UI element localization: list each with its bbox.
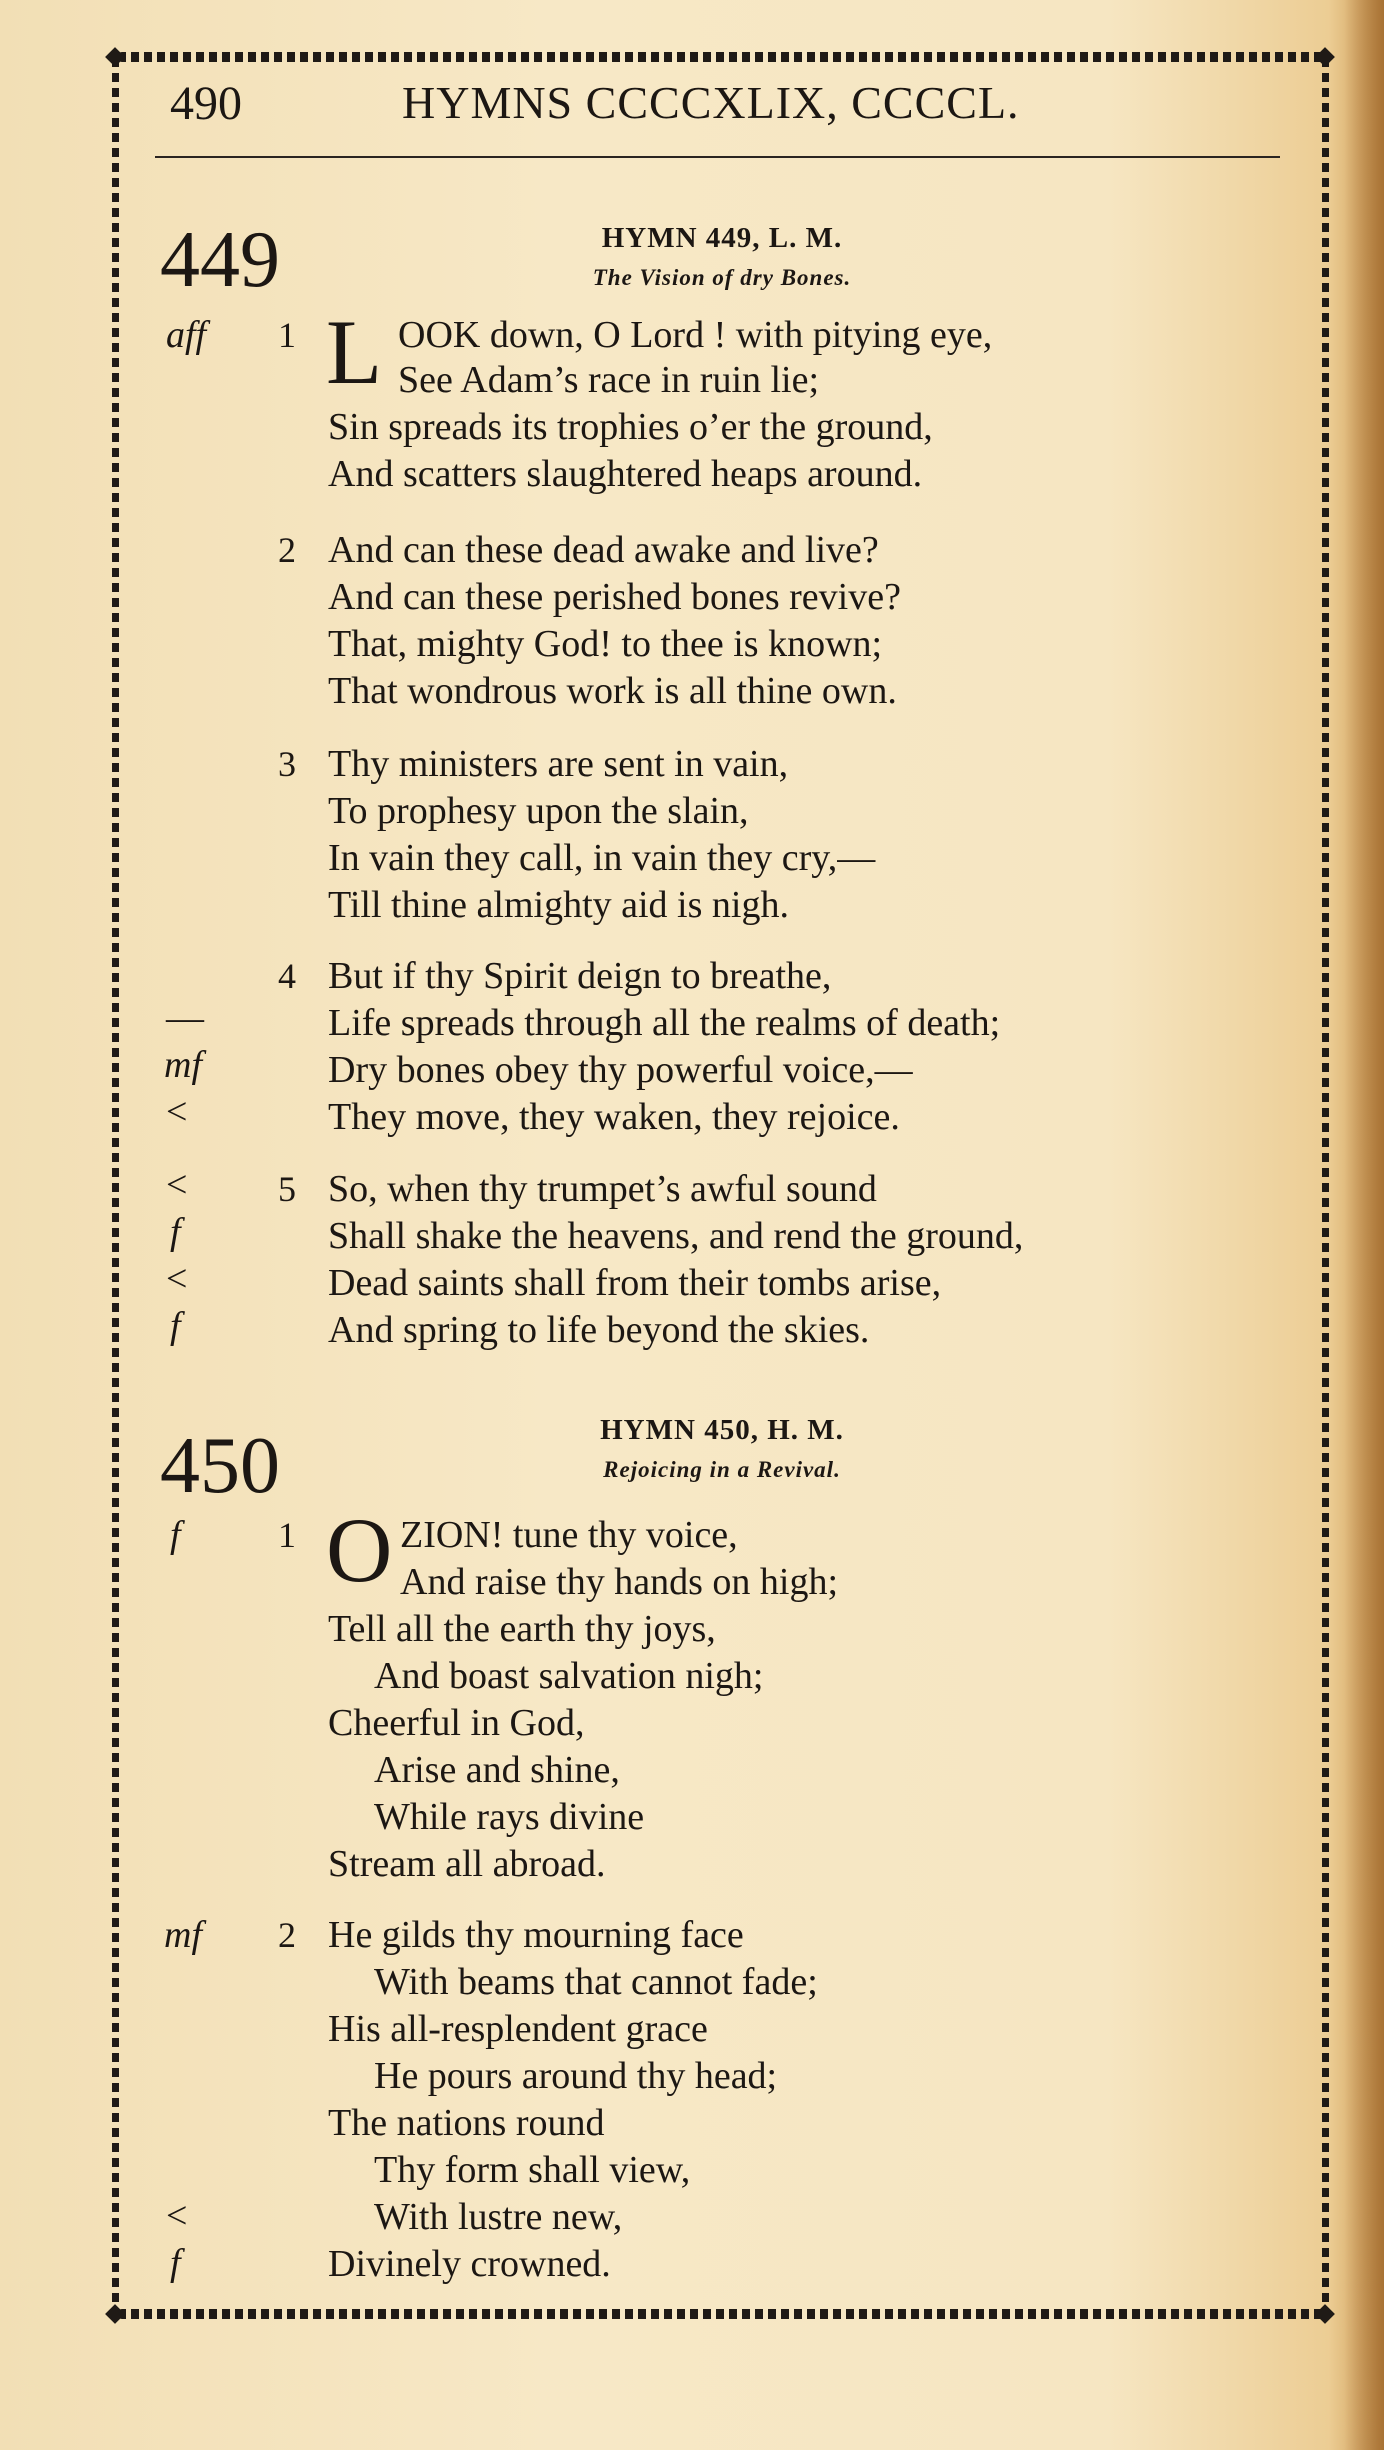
verse-number: 1 [278,315,296,355]
verse-number: 5 [278,1169,296,1209]
verse-line: And scatters slaughtered heaps around. [328,453,923,495]
verse-line: Till thine almighty aid is nigh. [328,884,789,926]
verse-number: 4 [278,956,296,996]
verse-number: 2 [278,530,296,570]
verse-line: Thy ministers are sent in vain, [328,743,789,785]
verse-line: With lustre new, [374,2196,623,2238]
hymn-heading: HYMN 450, H. M. [600,1414,844,1446]
dynamic-marking: < [166,1164,188,1206]
header-rule [155,156,1280,158]
verse-number: 2 [278,1915,296,1955]
ornamental-border-right [1322,58,1329,2310]
verse-line: OOK down, O Lord ! with pitying eye, [398,314,993,356]
verse-line: Sin spreads its trophies o’er the ground, [328,406,933,448]
dynamic-marking: < [166,1258,188,1300]
verse-line: See Adam’s race in ruin lie; [398,359,820,401]
verse-line: And can these perished bones revive? [328,576,901,618]
verse-line: To prophesy upon the slain, [328,790,749,832]
verse-line: That, mighty God! to thee is known; [328,623,883,665]
ornamental-border-top [118,52,1326,62]
ornamental-border-left [112,58,119,2310]
dynamic-marking: — [166,997,204,1039]
verse-line: And spring to life beyond the skies. [328,1309,870,1351]
dynamic-marking: mf [164,1914,202,1956]
dynamic-marking: f [170,2242,181,2284]
page-number: 490 [170,77,242,130]
verse-line: And can these dead awake and live? [328,529,879,571]
verse-line: They move, they waken, they rejoice. [328,1096,900,1138]
verse-line: Arise and shine, [374,1749,620,1791]
verse-line: And raise thy hands on high; [400,1561,839,1603]
dynamic-marking: f [170,1514,181,1556]
verse-line: Dry bones obey thy powerful voice,— [328,1049,913,1091]
dynamic-marking: aff [166,314,207,356]
page-edge-shadow [1344,0,1384,2450]
hymn-subtitle: Rejoicing in a Revival. [603,1457,841,1482]
verse-line: Cheerful in God, [328,1702,585,1744]
hymn-number: 450 [160,1422,280,1510]
verse-line: So, when thy trumpet’s awful sound [328,1168,877,1210]
running-title: HYMNS CCCCXLIX, CCCCL. [402,77,1020,128]
verse-line: ZION! tune thy voice, [400,1514,738,1556]
verse-line: That wondrous work is all thine own. [328,670,897,712]
verse-line: With beams that cannot fade; [374,1961,818,2003]
verse-line: Stream all abroad. [328,1843,606,1885]
verse-line: He gilds thy mourning face [328,1914,744,1956]
drop-cap: O [326,1499,393,1601]
hymn-subtitle: The Vision of dry Bones. [592,265,852,290]
verse-line: In vain they call, in vain they cry,— [328,837,876,879]
verse-line: The nations round [328,2102,605,2144]
verse-line: Thy form shall view, [374,2149,691,2191]
dynamic-marking: < [166,2195,188,2237]
dynamic-marking: f [170,1211,181,1253]
verse-line: Divinely crowned. [328,2243,611,2285]
hymn-number: 449 [160,216,280,304]
verse-line: He pours around thy head; [374,2055,778,2097]
dynamic-marking: < [166,1091,188,1133]
verse-line: Shall shake the heavens, and rend the ground, [328,1215,1024,1257]
hymn-heading: HYMN 449, L. M. [601,222,843,254]
verse-line: But if thy Spirit deign to breathe, [328,955,832,997]
verse-line: Dead saints shall from their tombs arise, [328,1262,942,1304]
dynamic-marking: f [170,1305,181,1347]
verse-number: 3 [278,744,296,784]
verse-line: Life spreads through all the realms of death; [328,1002,1001,1044]
dynamic-marking: mf [164,1044,202,1086]
verse-line: While rays divine [374,1796,645,1838]
verse-number: 1 [278,1515,296,1555]
drop-cap: L [326,301,383,403]
verse-line: Tell all the earth thy joys, [328,1608,716,1650]
verse-line: His all-resplendent grace [328,2008,708,2050]
ornamental-border-bottom [118,2309,1326,2319]
verse-line: And boast salvation nigh; [374,1655,764,1697]
